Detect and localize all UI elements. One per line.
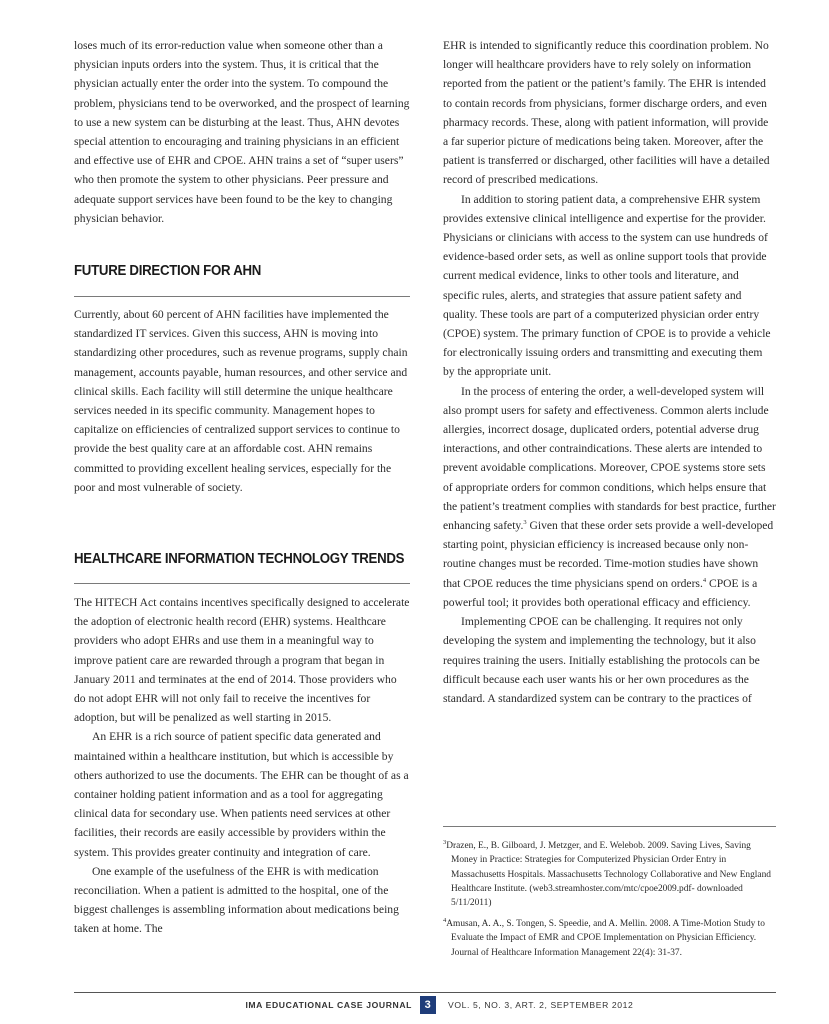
footnotes (443, 836, 776, 964)
page-footer (74, 996, 776, 1016)
trends-paragraph-2: An EHR is a rich source of patient specific data generated and maintained within a healthcare institution, but which is accessible by others authorized to use the documents. The EHR can be thought of as a container holding patient information and as a tool for aggregating clinical data for secondary use. When patients need services at other facilities, their records are easily accessible by providers within the system. This provides greater continuity and integration of care. (74, 730, 409, 859)
right-paragraph-3-part-a: In the process of entering the order, a well-developed system will also prompt users for safety and effectiveness. Common alerts include allergies, incorrect dosage, duplicated orders, potential adverse drug interactions, and other contraindications. These alerts are intended to prevent avoidable complications. Moreover, CPOE systems store sets of appropriate orders for common conditions, which helps ensure that the patient’s treatment complies with standards for best practice, further enhancing safety. (443, 384, 776, 533)
heading-future-direction: FUTURE DIRECTION FOR AHN (74, 263, 262, 279)
right-paragraph-3-part-b: Given that these order sets provide a well-developed starting point, physician efficiency is increased because only non-routine changes must be recorded. Time-motion studies have shown that CPOE reduces the time physicians spend on orders. (443, 519, 774, 590)
footnote-rule (443, 826, 776, 827)
footnote-ref-4[interactable]: 4 (702, 576, 707, 584)
footnote-number: 4 (443, 917, 447, 925)
volume-info: VOL. 5, NO. 3, ART. 2, SEPTEMBER 2012 (448, 1000, 634, 1010)
footnote-text: Drazen, E., B. Gilboard, J. Metzger, and E. Welebob. 2009. Saving Lives, Saving Money in Practice: Strategies for Computerized Physician Order Entry in Massachusetts Hospitals. Massachusetts Technology Collaborative and New England Healthcare Institute. (web3.streamhoster.com/mtc/cpoe2009.pdf- downloaded 5/11/2011) (446, 841, 771, 908)
trends-paragraph-1: The HITECH Act contains incentives specifically designed to accelerate the adoption of electronic health record (EHR) systems. Healthcare providers who adopt EHRs and use them in a meaningful way to improve patient care are rewarded through a program that began in January 2011 and terminates at the end of 2014. Those providers who do not adopt EHR will not only fail to receive the incentives for adoption, but will be penalized as well starting in 2015. (74, 596, 410, 725)
heading-healthcare-it-trends: HEALTHCARE INFORMATION TECHNOLOGY TRENDS (74, 551, 405, 567)
footnote-ref-3[interactable]: 3 (523, 519, 527, 527)
intro-paragraph: loses much of its error-reduction value when someone other than a physician inputs orders into the system. Thus, it is critical that the physician actually enter the order into the system. To compound the problem, physicians tend to be overworked, and the prospect of learning to use a new system can be disturbing at the least. Thus, AHN devotes special attention to encouraging and training physicians in an efficient and effective use of EHR and CPOE. AHN trains a set of “super users” who then promote the system to other physicians. Peer pressure and adequate support services have been found to be the key to changing physician behavior. (74, 39, 410, 225)
future-paragraph: Currently, about 60 percent of AHN facilities have implemented the standardized IT services. Given this success, AHN is moving into standardizing other procedures, such as revenue programs, supply chain management, accounts payable, human resources, and other service and clinical skills. Each facility will still determine the unique healthcare services needed in its specific community. Management hopes to capitalize on efficiencies of centralized support services to continue to provide the best quality care at an affordable cost. AHN remains committed to providing excellent healing services, especially for the poor and most vulnerable of society. (74, 308, 408, 494)
footnote-text: Amusan, A. A., S. Tongen, S. Speedie, and A. Mellin. 2008. A Time-Motion Study to Evaluate the Impact of EMR and CPOE Implementation on Physician Efficiency. Journal of Healthcare Information Management 22(4): 31-37. (446, 919, 765, 958)
journal-name: IMA EDUCATIONAL CASE JOURNAL (245, 1000, 412, 1010)
page-number: 3 (420, 996, 436, 1014)
right-paragraph-2: In addition to storing patient data, a comprehensive EHR system provides extensive clinical intelligence and expertise for the provider. Physicians or clinicians with access to the system can use hundreds of evidence-based order sets, as well as online support tools that provide current medical evidence, links to other tools and literature, and specific rules, alerts, and strategies that assure patient safety and quality. These tools are part of a computerized physician order entry (CPOE) system. The primary function of CPOE is to provide a vehicle for electronically issuing orders and transmitting and executing them by the appropriate unit. (443, 192, 771, 379)
right-paragraph-4: Implementing CPOE can be challenging. It requires not only developing the system and implementing the technology, but it also requires training the users. Initially establishing the protocols can be difficult because each user wants his or her own procedures as the standard. A standardized system can be contrary to the practices of (443, 615, 760, 705)
trends-paragraph-3: One example of the usefulness of the EHR is with medication reconciliation. When a patient is admitted to the hospital, one of the biggest challenges is assembling information about medications being taken at home. The (74, 864, 399, 936)
footnote-3 (443, 836, 776, 910)
trends-section (74, 593, 410, 939)
future-section (74, 305, 410, 497)
footnote-4 (443, 914, 776, 960)
right-paragraph-3 (443, 382, 776, 612)
right-column (443, 36, 776, 708)
heading-rule (74, 296, 410, 297)
right-paragraph-1: EHR is intended to significantly reduce this coordination problem. No longer will healthcare providers have to rely solely on information reported from the patient or the patient’s family. The EHR is intended to contain records from physicians, former discharge orders, and even pharmacy records. These, along with patient information, will provide a far superior picture of medications being taken. Moreover, after the patient is transferred or discharged, other facilities will have a detailed record of prescribed medications. (443, 39, 770, 187)
left-column-top (74, 36, 410, 228)
footer-rule (74, 992, 776, 993)
heading-rule (74, 583, 410, 584)
footnote-number: 3 (443, 839, 447, 846)
right-paragraph-3-part-c: CPOE is a powerful tool; it provides both operational efficacy and efficiency. (443, 576, 758, 609)
